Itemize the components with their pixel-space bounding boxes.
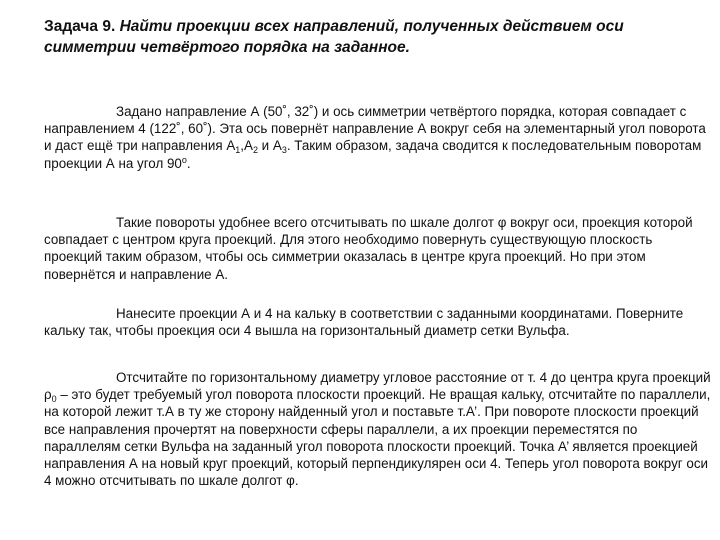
paragraph-rotation-method: Такие повороты удобнее всего отсчитывать по шкале долгот φ вокруг оси, проекция которой совпадает с центром круга проекций. Для этого необходимо повернуть существующую плоскость проекций таким образом, чтобы ось симметрии оказалась в центре круга проекций. Но при этом повернётся и направление А. xyxy=(44,215,693,282)
task-title xyxy=(44,16,704,58)
paragraph-given-direction: Задано направление А (50˚, 32˚) и ось симметрии четвёртого порядка, которая совпадает с направлением 4 (122˚, 60˚). Эта ось повернёт направление А вокруг себя на элементарный угол поворота и даст ещё три направления $А_1,А_2$ и $А_3$. Таким образом, задача сводится к последовательным поворотам проекции А на угол $90^о$. xyxy=(44,104,706,171)
paragraph-angle-counting: Отсчитайте по горизонтальному диаметру угловое расстояние от т. 4 до центра круга проекций $\rho_0$ – это будет требуемый угол поворота плоскости проекций. Не вращая кальку, отсчитайте по параллели, на которой лежит т.А в ту же сторону найденный угол и поставьте т.А’. При повороте плоскости проекций все направления прочертят на поверхности сферы параллели, а их проекции переместятся по параллелям сетки Вульфа на заданный угол поворота плоскости проекций. Точка А’ является проекцией направления А на новый круг проекций, который перпендикулярен оси 4. Теперь угол поворота вокруг оси 4 можно отсчитывать по шкале долгот φ. xyxy=(44,370,711,489)
task-number: Задача 9. xyxy=(44,18,120,35)
task-statement: Найти проекции всех направлений, полученных действием оси симметрии четвёртого порядка на заданное. xyxy=(44,18,624,56)
paragraph-tracing-paper: Нанесите проекции А и 4 на кальку в соответствии с заданными координатами. Поверните кальку так, чтобы проекция оси 4 вышла на горизонтальный диаметр сетки Вульфа. xyxy=(44,306,684,339)
